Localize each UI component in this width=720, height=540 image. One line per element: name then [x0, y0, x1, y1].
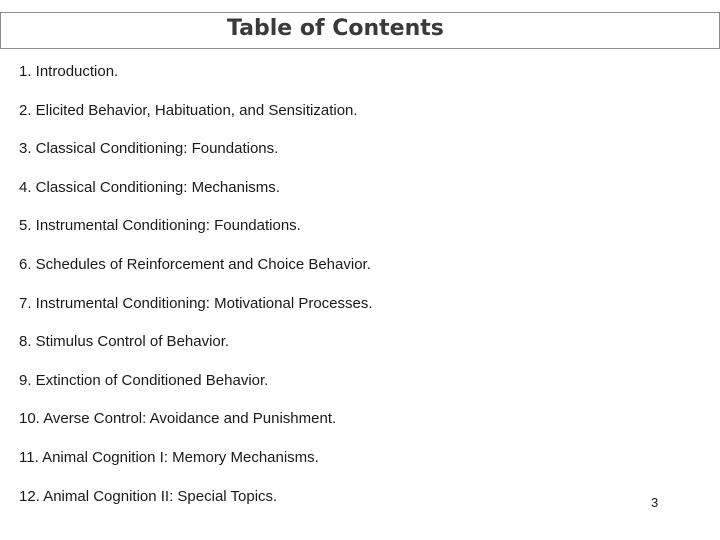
toc-item-6: 6. Schedules of Reinforcement and Choice Behavior.: [19, 255, 371, 273]
toc-item-7: 7. Instrumental Conditioning: Motivational Processes.: [19, 294, 373, 312]
toc-item-8: 8. Stimulus Control of Behavior.: [19, 333, 230, 351]
toc-item-4: 4. Classical Conditioning: Mechanisms.: [19, 178, 280, 196]
page-number: 3: [651, 495, 659, 510]
title-bar: [0, 12, 720, 49]
toc-item-9: 9. Extinction of Conditioned Behavior.: [19, 371, 269, 389]
toc-item-5: 5. Instrumental Conditioning: Foundations.: [19, 217, 301, 235]
toc-item-11: 11. Animal Cognition I: Memory Mechanisms.: [19, 448, 319, 466]
toc-item-3: 3. Classical Conditioning: Foundations.: [19, 140, 279, 158]
toc-item-2: 2. Elicited Behavior, Habituation, and Sensitization.: [19, 101, 358, 119]
toc-item-10: 10. Averse Control: Avoidance and Punishment.: [19, 410, 337, 428]
toc-item-1: 1. Introduction.: [19, 63, 119, 80]
page-title: Table of Contents: [227, 16, 444, 41]
table-of-contents-list: [19, 60, 373, 523]
toc-item-12: 12. Animal Cognition II: Special Topics.: [19, 487, 278, 505]
